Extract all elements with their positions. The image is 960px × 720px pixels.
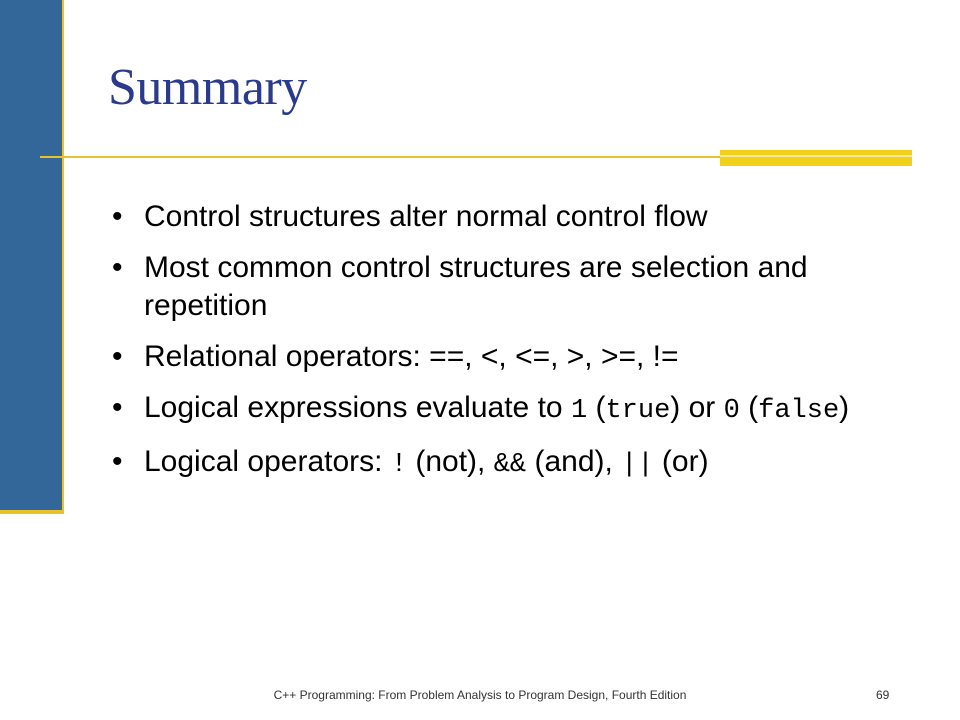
bullet-dot: • <box>112 200 123 233</box>
relational-operators: ==, <, <=, >, >=, != <box>429 340 679 373</box>
left-bar-accent-line <box>62 0 64 514</box>
code-one: 1 <box>570 396 588 426</box>
bullet-text: ) or <box>670 391 724 424</box>
bullet-item <box>112 443 912 484</box>
bullet-dot: • <box>112 445 123 478</box>
bullet-text: Logical operators: <box>144 445 391 478</box>
left-decorative-bar <box>0 0 62 512</box>
bullet-text: (or) <box>653 445 709 478</box>
code-true: true <box>605 396 671 426</box>
slide-title: Summary <box>108 59 307 116</box>
bullet-dot: • <box>112 340 123 373</box>
left-bar-bottom-accent <box>0 510 62 514</box>
bullet-item <box>112 389 912 430</box>
bullet-text: Logical expressions evaluate to <box>144 391 571 424</box>
bullet-text: (and), <box>526 445 622 478</box>
page-number: 69 <box>876 688 890 702</box>
bullet-item <box>112 338 912 376</box>
bullet-dot: • <box>112 391 123 424</box>
bullet-dot: • <box>112 251 123 284</box>
bullet-item <box>112 198 912 236</box>
bullet-text: ( <box>739 391 759 424</box>
code-false: false <box>758 396 840 426</box>
slide-footer: C++ Programming: From Problem Analysis to Program Design, Fourth Edition <box>273 688 687 702</box>
bullet-text: ) <box>839 391 850 424</box>
bullet-text: Most common control structures are selection and repetition <box>144 251 808 322</box>
bullet-text: Relational operators: <box>144 340 430 373</box>
bullet-text: (not), <box>407 445 494 478</box>
code-not-op: ! <box>390 450 408 480</box>
bullet-item <box>112 249 912 325</box>
bullet-text: ( <box>587 391 606 424</box>
code-or-op: || <box>621 450 654 480</box>
bullet-text: Control structures alter normal control flow <box>144 200 708 233</box>
code-zero: 0 <box>723 396 740 426</box>
title-underline-highlight <box>720 150 912 166</box>
bullet-list <box>112 198 912 497</box>
code-and-op: && <box>493 450 527 480</box>
